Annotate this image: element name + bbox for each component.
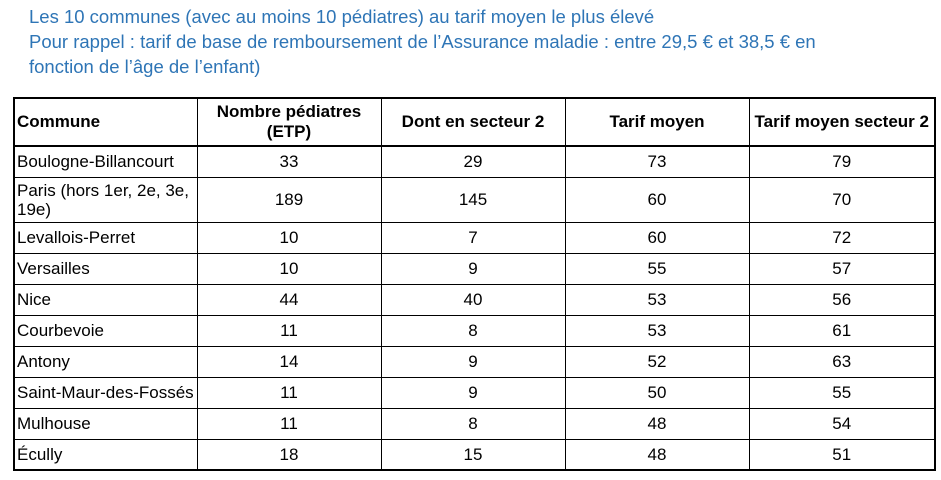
table-row — [14, 177, 935, 222]
caption-note-line-1: Pour rappel : tarif de base de remboursement de l’Assurance maladie : entre 29,5 € et 38,5 € en — [29, 31, 816, 52]
cell-average-fee-sector-2: 57 — [749, 253, 935, 284]
cell-pediatrician-count: 11 — [197, 408, 381, 439]
header-average-fee-sector-2: Tarif moyen secteur 2 — [749, 98, 935, 146]
cell-pediatrician-count: 44 — [197, 284, 381, 315]
table-row — [14, 284, 935, 315]
cell-sector-2-count: 9 — [381, 377, 565, 408]
cell-commune: Levallois-Perret — [14, 222, 197, 253]
table-row — [14, 222, 935, 253]
table-header-row — [14, 98, 935, 146]
table-row — [14, 346, 935, 377]
cell-average-fee-sector-2: 51 — [749, 439, 935, 470]
cell-pediatrician-count: 18 — [197, 439, 381, 470]
cell-average-fee: 73 — [565, 146, 749, 177]
cell-sector-2-count: 8 — [381, 315, 565, 346]
table-row — [14, 439, 935, 470]
cell-average-fee-sector-2: 63 — [749, 346, 935, 377]
cell-average-fee: 60 — [565, 177, 749, 222]
cell-average-fee: 50 — [565, 377, 749, 408]
table-row — [14, 146, 935, 177]
cell-average-fee-sector-2: 54 — [749, 408, 935, 439]
cell-sector-2-count: 145 — [381, 177, 565, 222]
cell-sector-2-count: 29 — [381, 146, 565, 177]
header-commune: Commune — [14, 98, 197, 146]
cell-pediatrician-count: 33 — [197, 146, 381, 177]
table-row — [14, 253, 935, 284]
cell-pediatrician-count: 10 — [197, 253, 381, 284]
cell-average-fee: 53 — [565, 315, 749, 346]
cell-commune: Antony — [14, 346, 197, 377]
pediatrician-fees-table — [13, 97, 936, 471]
cell-sector-2-count: 8 — [381, 408, 565, 439]
cell-sector-2-count: 9 — [381, 253, 565, 284]
cell-pediatrician-count: 14 — [197, 346, 381, 377]
cell-average-fee: 55 — [565, 253, 749, 284]
cell-commune: Écully — [14, 439, 197, 470]
cell-average-fee: 48 — [565, 439, 749, 470]
cell-pediatrician-count: 10 — [197, 222, 381, 253]
cell-average-fee-sector-2: 70 — [749, 177, 935, 222]
cell-average-fee: 53 — [565, 284, 749, 315]
cell-average-fee: 60 — [565, 222, 749, 253]
cell-average-fee-sector-2: 61 — [749, 315, 935, 346]
cell-pediatrician-count: 11 — [197, 377, 381, 408]
cell-pediatrician-count: 11 — [197, 315, 381, 346]
cell-commune: Paris (hors 1er, 2e, 3e, 19e) — [14, 177, 197, 222]
cell-commune: Boulogne-Billancourt — [14, 146, 197, 177]
cell-average-fee-sector-2: 72 — [749, 222, 935, 253]
table-row — [14, 408, 935, 439]
cell-average-fee: 52 — [565, 346, 749, 377]
table-row — [14, 315, 935, 346]
cell-sector-2-count: 9 — [381, 346, 565, 377]
cell-sector-2-count: 40 — [381, 284, 565, 315]
cell-average-fee-sector-2: 56 — [749, 284, 935, 315]
header-average-fee: Tarif moyen — [565, 98, 749, 146]
caption-title: Les 10 communes (avec au moins 10 pédiatres) au tarif moyen le plus élevé — [29, 6, 655, 27]
header-sector-2-count: Dont en secteur 2 — [381, 98, 565, 146]
cell-pediatrician-count: 189 — [197, 177, 381, 222]
cell-average-fee: 48 — [565, 408, 749, 439]
table-caption — [29, 4, 929, 79]
cell-commune: Saint-Maur-des-Fossés — [14, 377, 197, 408]
cell-sector-2-count: 7 — [381, 222, 565, 253]
table-row — [14, 377, 935, 408]
cell-commune: Versailles — [14, 253, 197, 284]
cell-average-fee-sector-2: 79 — [749, 146, 935, 177]
header-pediatrician-count: Nombre pédiatres (ETP) — [197, 98, 381, 146]
cell-commune: Mulhouse — [14, 408, 197, 439]
cell-sector-2-count: 15 — [381, 439, 565, 470]
cell-commune: Courbevoie — [14, 315, 197, 346]
cell-commune: Nice — [14, 284, 197, 315]
caption-note-line-2: fonction de l’âge de l’enfant) — [29, 56, 261, 77]
cell-average-fee-sector-2: 55 — [749, 377, 935, 408]
